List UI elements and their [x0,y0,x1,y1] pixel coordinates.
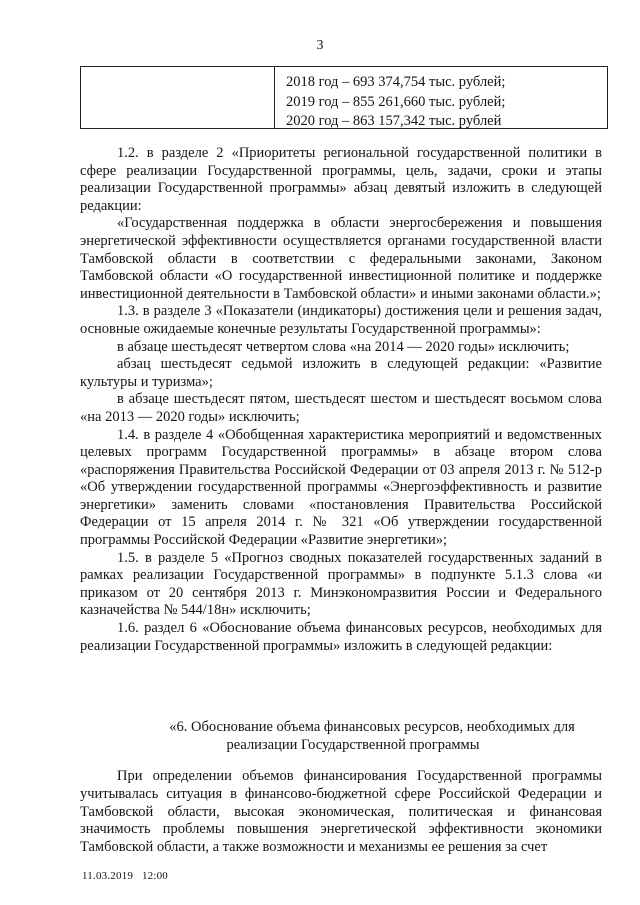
paragraph-67: абзац шестьдесят седьмой изложить в следующей редакции: «Развитие культуры и туризма»; [80,356,602,390]
section-heading-line-2: реализации Государственной программы [226,737,480,753]
section-heading-line-1: «6. Обоснование объема финансовых ресурсов, необходимых для [169,719,575,735]
paragraph-1-6: 1.6. раздел 6 «Обоснование объема финансовых ресурсов, необходимых для реализации Государственной программы» изложить в следующей редакции: [80,620,602,654]
section-heading [80,718,602,754]
budget-table [80,66,608,129]
footer-timestamp [82,870,168,882]
paragraph-1-3: 1.3. в разделе 3 «Показатели (индикаторы) достижения цели и решения задач, основные ожидаемые конечные результаты Государственной программы»: [80,303,602,337]
paragraph-1-2: 1.2. в разделе 2 «Приоритеты региональной государственной политики в сфере реализации Государственной программы, цель, задачи, сроки и этапы реализации Государственной программы» абзац девятый изложить в следующей редакции: [80,145,602,214]
table-divider [274,67,275,128]
budget-rows [286,73,505,132]
footer-date: 11.03.2019 [82,870,134,882]
closing-paragraph: При определении объемов финансирования Государственной программы учитывалась ситуация в финансово-бюджетной сфере Российской Федерации и Тамбовской области, высокая экономическая, политическая и финансовая значимость проблемы повышения энергетической эффективности экономики Тамбовской области, а также возможности и механизмы ее решения за счет [80,768,602,856]
paragraph-64: в абзаце шестьдесят четвертом слова «на 2014 — 2020 годы» исключить; [117,338,570,355]
budget-row-2018: 2018 год – 693 374,754 тыс. рублей; [286,74,506,90]
paragraph-65-66-68: в абзаце шестьдесят пятом, шестьдесят шестом и шестьдесят восьмом слова «на 2013 — 2020 годы» исключить; [80,391,602,425]
footer-time: 12:00 [141,870,169,882]
budget-row-2020: 2020 год – 863 157,342 тыс. рублей [286,113,502,129]
page-number: 3 [316,38,324,53]
paragraph-1-4: 1.4. в разделе 4 «Обобщенная характеристика мероприятий и ведомственных целевых программ Государственной программы» в абзаце втором слова «распоряжения Правительства Российской Федерации от 03 апреля 2013 г. № 512-р «Об утверждении государственной программы «Энергоэффективность и развитие энергетики» заменить словами «постановления Правительства Российской Федерации от 15 апреля 2014 г. № 321 «Об утверждении государственной программы Российской Федерации «Развитие энергетики»; [80,426,602,549]
paragraph-quote-support: «Государственная поддержка в области энергосбережения и повышения энергетической эффективности осуществляется органами государственной власти Тамбовской области в соответствии с федеральными законами, Законом Тамбовской области «О государственной инвестиционной политике и поддержке инвестиционной деятельности в Тамбовской области» и иными законами области.»; [80,215,602,302]
budget-row-2019: 2019 год – 855 261,660 тыс. рублей; [286,93,506,110]
section-body [80,768,602,857]
document-body [80,145,602,655]
paragraph-1-5: 1.5. в разделе 5 «Прогноз сводных показателей государственных заданий в рамках реализации Государственной программы» в подпункте 5.1.3 слова «и приказом от 20 сентября 2013 г. Минэкономразвития России и Федерального казначейства № 544/18н» исключить; [80,549,602,619]
